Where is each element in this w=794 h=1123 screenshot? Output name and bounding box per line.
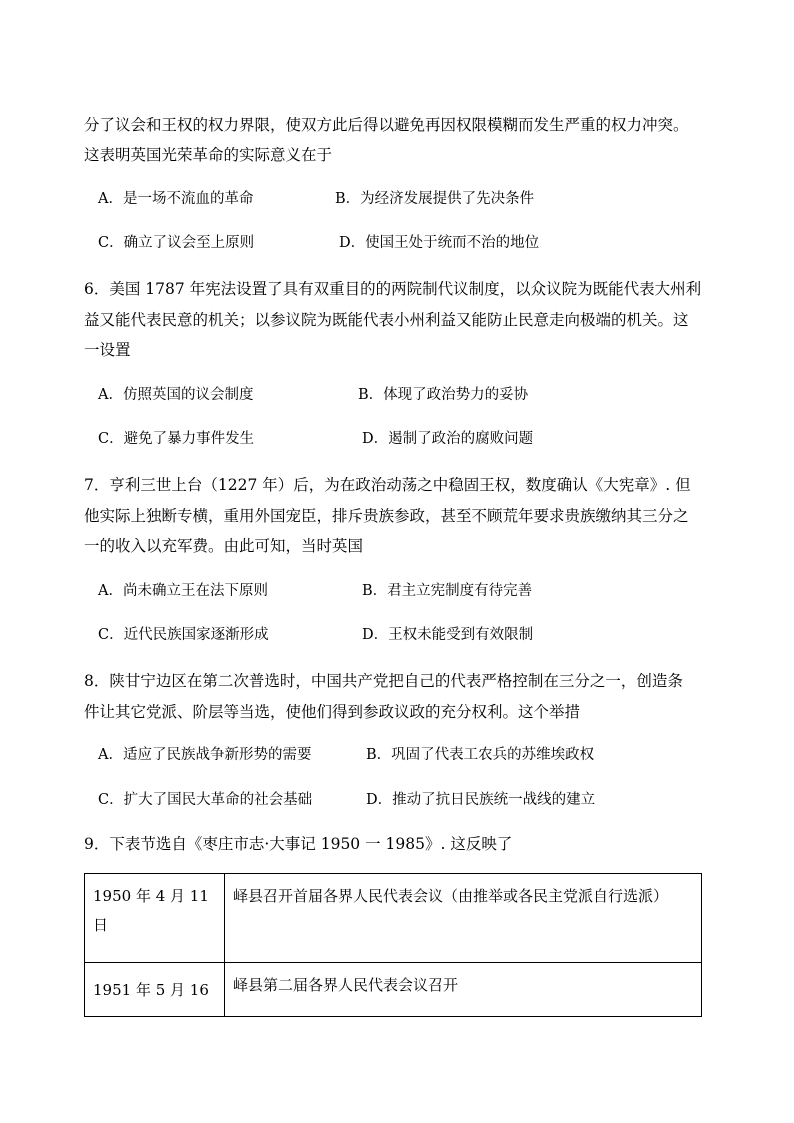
q5-stem-line-1: 分了议会和王权的权力界限，使双方此后得以避免再因权限模糊而发生严重的权力冲突。 [84, 116, 689, 134]
table-cell-date: 1950 年 4 月 11 日 [85, 874, 225, 963]
q7-option-d[interactable]: D．王权未能受到有效限制 [362, 627, 534, 643]
q5-stem-line-2: 这表明英国光荣革命的实际意义在于 [84, 146, 333, 164]
q8-option-b[interactable]: B．巩固了代表工农兵的苏维埃政权 [366, 747, 595, 763]
table-cell-date: 1951 年 5 月 16 [85, 963, 225, 1017]
chronicle-table [84, 873, 702, 1017]
q8-option-c[interactable]: C．扩大了国民大革命的社会基础 [98, 792, 313, 808]
q8-stem-line-1: 8．陕甘宁边区在第二次普选时，中国共产党把自己的代表严格控制在三分之一，创造条 [84, 672, 683, 690]
q7-stem-line-1: 7．亨利三世上台（1227 年）后，为在政治动荡之中稳固王权，数度确认《大宪章》. 但 [84, 476, 691, 494]
q6-stem-line-1: 6．美国 1787 年宪法设置了具有双重目的的两院制代议制度，以众议院为既能代表大州利 [84, 280, 702, 298]
q8-stem-line-2: 件让其它党派、阶层等当选，使他们得到参政议政的充分权利。这个举措 [84, 703, 581, 721]
table-row [85, 963, 702, 1017]
q7-stem-line-2: 他实际上独断专横，重用外国宠臣，排斥贵族参政，甚至不顾荒年要求贵族缴纳其三分之 [84, 507, 689, 525]
q6-option-a[interactable]: A．仿照英国的议会制度 [98, 387, 254, 403]
q7-option-b[interactable]: B．君主立宪制度有待完善 [362, 583, 533, 599]
q6-stem-line-3: 一设置 [84, 341, 131, 359]
q5-option-b[interactable]: B．为经济发展提供了先决条件 [335, 191, 535, 207]
q6-option-d[interactable]: D．遏制了政治的腐败问题 [362, 431, 534, 447]
q8-option-d[interactable]: D．推动了抗日民族统一战线的建立 [366, 792, 596, 808]
q7-option-c[interactable]: C．近代民族国家逐渐形成 [98, 627, 269, 643]
table-cell-event: 峄县第二届各界人民代表会议召开 [225, 963, 702, 1017]
table-row [85, 874, 702, 963]
q5-option-c[interactable]: C．确立了议会至上原则 [98, 235, 255, 251]
q6-stem-line-2: 益又能代表民意的机关；以参议院为既能代表小州利益又能防止民意走向极端的机关。这 [84, 311, 689, 329]
q6-option-c[interactable]: C．避免了暴力事件发生 [98, 431, 255, 447]
q6-option-b[interactable]: B．体现了政治势力的妥协 [358, 387, 529, 403]
q5-option-a[interactable]: A．是一场不流血的革命 [98, 191, 254, 207]
q8-option-a[interactable]: A．适应了民族战争新形势的需要 [98, 747, 312, 763]
table-cell-event: 峄县召开首届各界人民代表会议（由推举或各民主党派自行选派） [225, 874, 702, 963]
q9-stem-line-1: 9．下表节选自《枣庄市志·大事记 1950 一 1985》. 这反映了 [84, 835, 513, 853]
q7-stem-line-3: 一的收入以充军费。由此可知，当时英国 [84, 537, 364, 555]
q7-option-a[interactable]: A．尚未确立王在法下原则 [98, 583, 268, 599]
q5-option-d[interactable]: D．使国王处于统而不治的地位 [339, 235, 540, 251]
